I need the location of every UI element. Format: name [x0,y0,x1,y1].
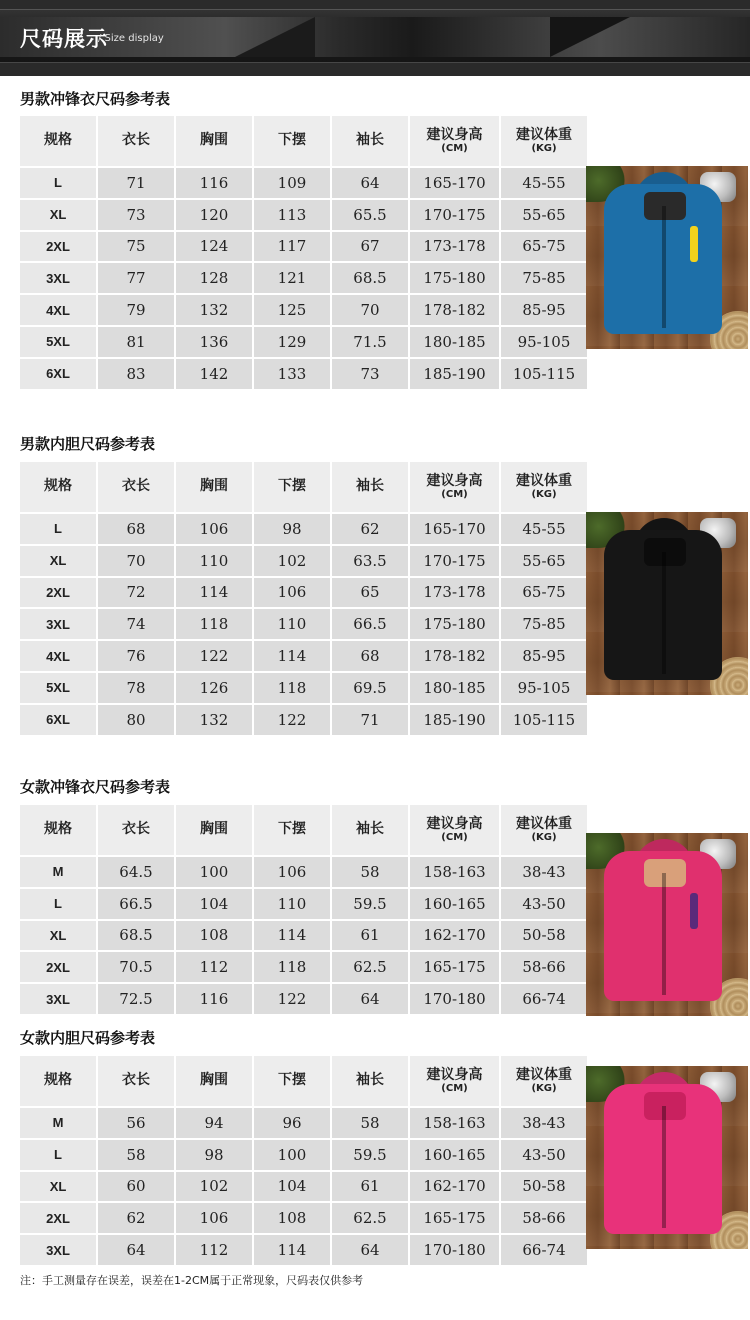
table-cell: 45-55 [501,514,587,544]
table-row [20,168,587,198]
table-cell: 178-182 [410,641,499,671]
table-cell: 105-115 [501,359,587,389]
size-display-banner [0,0,750,76]
table-cell: 170-175 [410,200,499,230]
table-cell: 43-50 [501,889,587,919]
header-label: 建议身高 [426,472,483,489]
size-label-cell: 3XL [20,263,96,293]
table-cell: 62.5 [332,1203,408,1233]
table-cell: 69.5 [332,673,408,703]
table-cell: 85-95 [501,641,587,671]
size-label-cell: 5XL [20,327,96,357]
table-row [20,921,587,951]
table-row [20,705,587,735]
size-label-cell: 4XL [20,295,96,325]
table-cell: 68 [98,514,174,544]
header-label: 下摆 [278,1072,306,1089]
header-height [410,116,499,166]
table-cell: 71 [332,705,408,735]
size-label-cell: XL [20,200,96,230]
table-row [20,609,587,639]
table-cell: 110 [254,609,330,639]
table-cell: 58 [332,857,408,887]
size-table [18,460,589,737]
table-cell: 165-170 [410,168,499,198]
size-label-cell: 2XL [20,232,96,262]
table-row [20,1203,587,1233]
table-row [20,327,587,357]
size-label-cell: L [20,889,96,919]
table-cell: 142 [176,359,252,389]
size-label-cell: 6XL [20,359,96,389]
table-cell: 106 [254,857,330,887]
table-row [20,578,587,608]
table-cell: 68.5 [332,263,408,293]
table-row [20,673,587,703]
table-cell: 100 [176,857,252,887]
table-cell: 133 [254,359,330,389]
table-cell: 79 [98,295,174,325]
table-cell: 162-170 [410,921,499,951]
table-header-row [20,1056,587,1106]
header-label: 衣长 [122,132,150,149]
table-cell: 185-190 [410,359,499,389]
table-cell: 70 [98,546,174,576]
table-cell: 64 [332,1235,408,1265]
size-table [18,803,589,1016]
table-cell: 94 [176,1108,252,1138]
table-cell: 72 [98,578,174,608]
table-cell: 74 [98,609,174,639]
jacket-accent [690,226,698,262]
table-row [20,1235,587,1265]
table-cell: 175-180 [410,263,499,293]
table-cell: 59.5 [332,1140,408,1170]
table-cell: 66-74 [501,984,587,1014]
table-cell: 66-74 [501,1235,587,1265]
table-row [20,952,587,982]
table-cell: 178-182 [410,295,499,325]
header-label: 袖长 [356,132,384,149]
header-label: 建议体重 [516,1066,572,1083]
size-label-cell: L [20,1140,96,1170]
size-label-cell: XL [20,546,96,576]
table-cell: 56 [98,1108,174,1138]
jacket-zipper [662,873,666,995]
header-spec [20,116,96,166]
header-unit: (CM) [441,1083,468,1095]
table-cell: 121 [254,263,330,293]
header-label: 规格 [44,1072,72,1089]
header-label: 下摆 [278,132,306,149]
table-cell: 62.5 [332,952,408,982]
header-label: 胸围 [200,478,228,495]
table-cell: 65-75 [501,232,587,262]
header-length [98,116,174,166]
table-cell: 55-65 [501,200,587,230]
table-cell: 67 [332,232,408,262]
table-cell: 114 [254,1235,330,1265]
table-row [20,1140,587,1170]
table-cell: 118 [254,673,330,703]
table-cell: 73 [98,200,174,230]
table-cell: 112 [176,952,252,982]
header-weight [501,1056,587,1106]
table-cell: 75 [98,232,174,262]
table-cell: 105-115 [501,705,587,735]
table-cell: 132 [176,705,252,735]
table-cell: 50-58 [501,1172,587,1202]
table-cell: 77 [98,263,174,293]
table-cell: 71.5 [332,327,408,357]
table-cell: 120 [176,200,252,230]
table-cell: 65.5 [332,200,408,230]
table-cell: 180-185 [410,327,499,357]
table-cell: 58 [98,1140,174,1170]
table-cell: 158-163 [410,857,499,887]
table-cell: 173-178 [410,578,499,608]
header-label: 衣长 [122,478,150,495]
size-label-cell: 3XL [20,609,96,639]
table-cell: 132 [176,295,252,325]
header-label: 规格 [44,132,72,149]
header-unit: (KG) [531,143,557,155]
table-row [20,359,587,389]
jacket-accent [690,1126,698,1162]
table-cell: 118 [254,952,330,982]
size-label-cell: 2XL [20,952,96,982]
table-cell: 64 [332,168,408,198]
blue-jacket-photo [586,166,748,349]
section-title: 女款冲锋衣尺码参考表 [20,778,171,796]
header-hem [254,805,330,855]
table-cell: 162-170 [410,1172,499,1202]
header-sleeve [332,805,408,855]
banner-title: 尺码展示 [20,27,108,51]
header-unit: (KG) [531,832,557,844]
table-row [20,295,587,325]
table-cell: 112 [176,1235,252,1265]
header-unit: (CM) [441,832,468,844]
table-cell: 102 [254,546,330,576]
header-label: 下摆 [278,821,306,838]
header-weight [501,462,587,512]
table-cell: 180-185 [410,673,499,703]
table-cell: 185-190 [410,705,499,735]
table-cell: 106 [176,514,252,544]
table-row [20,232,587,262]
table-cell: 65-75 [501,578,587,608]
size-label-cell: 5XL [20,673,96,703]
jacket-zipper [662,552,666,674]
table-cell: 126 [176,673,252,703]
table-row [20,514,587,544]
table-cell: 72.5 [98,984,174,1014]
table-cell: 109 [254,168,330,198]
header-weight [501,805,587,855]
table-cell: 43-50 [501,1140,587,1170]
header-label: 建议身高 [426,126,483,143]
table-cell: 71 [98,168,174,198]
table-cell: 58-66 [501,952,587,982]
table-cell: 116 [176,168,252,198]
table-cell: 80 [98,705,174,735]
table-cell: 83 [98,359,174,389]
table-cell: 125 [254,295,330,325]
header-spec [20,805,96,855]
table-cell: 75-85 [501,609,587,639]
header-chest [176,1056,252,1106]
table-row [20,263,587,293]
size-label-cell: 2XL [20,1203,96,1233]
table-cell: 68.5 [98,921,174,951]
header-label: 建议体重 [516,815,572,832]
table-cell: 45-55 [501,168,587,198]
table-cell: 160-165 [410,1140,499,1170]
banner-diagonal-right [550,17,630,57]
jacket-zipper [662,1106,666,1228]
header-label: 规格 [44,821,72,838]
header-height [410,462,499,512]
table-cell: 50-58 [501,921,587,951]
table-cell: 108 [176,921,252,951]
table-cell: 58 [332,1108,408,1138]
header-length [98,462,174,512]
table-row [20,889,587,919]
table-row [20,857,587,887]
table-cell: 114 [176,578,252,608]
table-cell: 102 [176,1172,252,1202]
table-cell: 64.5 [98,857,174,887]
table-cell: 78 [98,673,174,703]
table-cell: 66.5 [332,609,408,639]
table-cell: 106 [176,1203,252,1233]
banner-subtitle: / Size display [98,33,164,44]
table-cell: 62 [98,1203,174,1233]
header-hem [254,1056,330,1106]
table-cell: 108 [254,1203,330,1233]
table-cell: 38-43 [501,1108,587,1138]
table-cell: 136 [176,327,252,357]
table-cell: 55-65 [501,546,587,576]
header-label: 胸围 [200,821,228,838]
table-header-row [20,116,587,166]
header-sleeve [332,462,408,512]
table-cell: 100 [254,1140,330,1170]
header-hem [254,116,330,166]
table-cell: 158-163 [410,1108,499,1138]
table-cell: 128 [176,263,252,293]
table-cell: 98 [176,1140,252,1170]
table-row [20,1172,587,1202]
pink-jacket-photo [586,833,748,1016]
table-cell: 106 [254,578,330,608]
table-cell: 104 [254,1172,330,1202]
table-cell: 59.5 [332,889,408,919]
header-unit: (CM) [441,143,468,155]
table-cell: 81 [98,327,174,357]
header-sleeve [332,1056,408,1106]
header-unit: (CM) [441,489,468,501]
header-label: 胸围 [200,1072,228,1089]
table-cell: 170-175 [410,546,499,576]
table-cell: 104 [176,889,252,919]
header-length [98,1056,174,1106]
header-label: 袖长 [356,1072,384,1089]
table-header-row [20,462,587,512]
size-label-cell: 3XL [20,984,96,1014]
table-cell: 38-43 [501,857,587,887]
table-cell: 96 [254,1108,330,1138]
table-cell: 114 [254,641,330,671]
header-hem [254,462,330,512]
section-title: 男款冲锋衣尺码参考表 [20,90,171,108]
table-cell: 173-178 [410,232,499,262]
header-label: 衣长 [122,821,150,838]
table-cell: 110 [176,546,252,576]
pink-fleece-photo [586,1066,748,1249]
header-length [98,805,174,855]
table-cell: 73 [332,359,408,389]
header-chest [176,462,252,512]
size-label-cell: L [20,168,96,198]
banner-bottom-stripe [0,62,750,76]
table-cell: 110 [254,889,330,919]
table-cell: 61 [332,1172,408,1202]
table-cell: 85-95 [501,295,587,325]
table-row [20,546,587,576]
table-cell: 160-165 [410,889,499,919]
size-table [18,1054,589,1267]
table-cell: 165-170 [410,514,499,544]
table-cell: 68 [332,641,408,671]
table-cell: 76 [98,641,174,671]
section-title: 女款内胆尺码参考表 [20,1029,156,1047]
table-cell: 122 [254,984,330,1014]
table-cell: 75-85 [501,263,587,293]
table-cell: 170-180 [410,984,499,1014]
header-label: 规格 [44,478,72,495]
table-cell: 122 [176,641,252,671]
size-label-cell: XL [20,921,96,951]
header-label: 下摆 [278,478,306,495]
table-cell: 70.5 [98,952,174,982]
table-header-row [20,805,587,855]
header-label: 胸围 [200,132,228,149]
table-row [20,641,587,671]
table-row [20,984,587,1014]
size-label-cell: 2XL [20,578,96,608]
header-label: 建议身高 [426,1066,483,1083]
table-cell: 98 [254,514,330,544]
header-unit: (KG) [531,489,557,501]
header-chest [176,116,252,166]
header-spec [20,462,96,512]
table-cell: 95-105 [501,327,587,357]
table-cell: 65 [332,578,408,608]
header-label: 衣长 [122,1072,150,1089]
table-cell: 129 [254,327,330,357]
size-label-cell: L [20,514,96,544]
table-cell: 64 [98,1235,174,1265]
table-cell: 124 [176,232,252,262]
table-cell: 64 [332,984,408,1014]
table-row [20,200,587,230]
table-cell: 95-105 [501,673,587,703]
table-cell: 70 [332,295,408,325]
table-cell: 62 [332,514,408,544]
header-label: 袖长 [356,478,384,495]
table-cell: 63.5 [332,546,408,576]
header-label: 建议体重 [516,472,572,489]
measurement-note: 注：手工测量存在误差，误差在1-2CM属于正常现象，尺码表仅供参考 [20,1274,364,1287]
jacket-zipper [662,206,666,328]
size-label-cell: 3XL [20,1235,96,1265]
table-cell: 114 [254,921,330,951]
jacket-accent [690,893,698,929]
header-label: 袖长 [356,821,384,838]
table-cell: 116 [176,984,252,1014]
header-height [410,1056,499,1106]
size-label-cell: M [20,1108,96,1138]
table-cell: 118 [176,609,252,639]
section-title: 男款内胆尺码参考表 [20,435,156,453]
header-sleeve [332,116,408,166]
header-spec [20,1056,96,1106]
header-label: 建议体重 [516,126,572,143]
table-cell: 165-175 [410,1203,499,1233]
header-chest [176,805,252,855]
black-fleece-photo [586,512,748,695]
table-cell: 66.5 [98,889,174,919]
header-label: 建议身高 [426,815,483,832]
table-cell: 165-175 [410,952,499,982]
table-cell: 170-180 [410,1235,499,1265]
table-cell: 122 [254,705,330,735]
size-label-cell: XL [20,1172,96,1202]
table-cell: 61 [332,921,408,951]
table-cell: 58-66 [501,1203,587,1233]
header-unit: (KG) [531,1083,557,1095]
table-cell: 60 [98,1172,174,1202]
banner-top-stripe [0,0,750,10]
table-cell: 117 [254,232,330,262]
table-cell: 113 [254,200,330,230]
jacket-accent [690,572,698,608]
table-row [20,1108,587,1138]
size-label-cell: 4XL [20,641,96,671]
header-weight [501,116,587,166]
size-label-cell: 6XL [20,705,96,735]
size-label-cell: M [20,857,96,887]
table-cell: 175-180 [410,609,499,639]
banner-diagonal-left [235,17,315,57]
header-height [410,805,499,855]
size-table [18,114,589,391]
